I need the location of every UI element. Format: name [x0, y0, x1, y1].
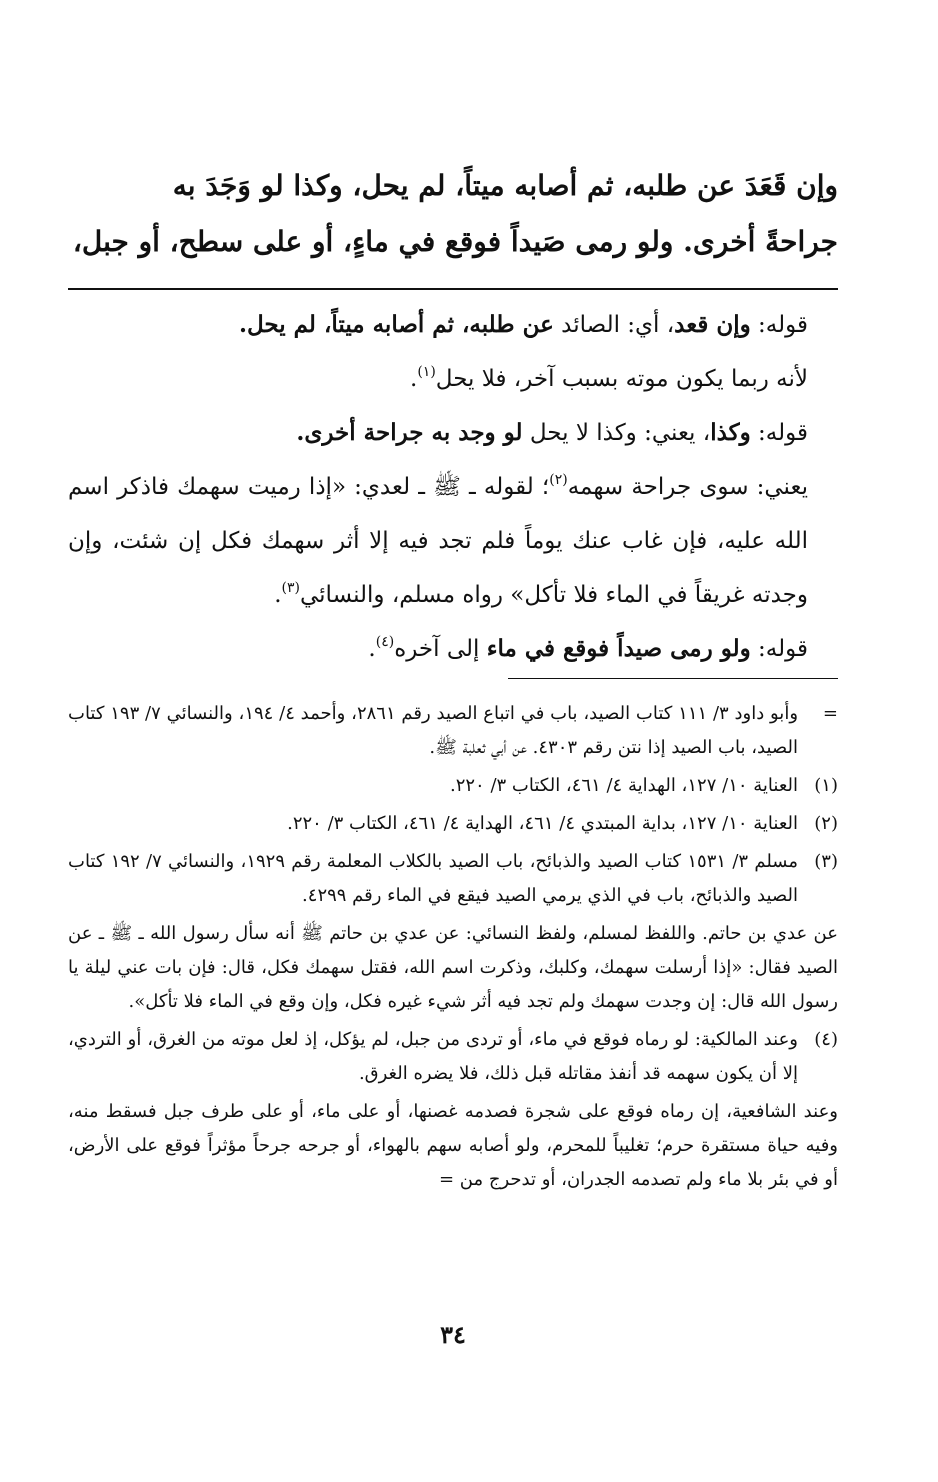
matn-text [68, 158, 838, 270]
footnote-3-continued [68, 917, 838, 1019]
commentary-text [68, 298, 838, 676]
commentary-paragraph: قوله: ولو رمى صيداً فوقع في ماء إلى آخره$^{(٤)}$. [368, 634, 808, 662]
footnote-1 [68, 769, 838, 803]
footnote-ref[interactable]: (٤) [375, 634, 395, 650]
footnote-text: عن عدي بن حاتم. واللفظ لمسلم، ولفظ النسائي: عن عدي بن حاتم ﷺ أنه سأل رسول الله ـ ﷺ ـ عن الصيد فقال: «إذا أرسلت سهمك، وكلبك، وذكرت اسم الله، فقتل سهمك فكل، قال: فإن بات عني ليلة يا رسول الله قال: إن وجدت سهمك ولم تجد فيه أثر شيء غيره فكل، وإن وقع في الماء فلا تأكل». [68, 923, 838, 1012]
footnote-3 [68, 845, 838, 913]
matn-line: جراحةً أخرى. ولو رمى صَيداً فوقع في ماءٍ، أو على سطح، أو جبل، [72, 225, 838, 258]
footnote-separator-rule [508, 678, 838, 679]
footnotes [68, 697, 838, 1201]
footnote-marker: (٣) [814, 851, 838, 872]
commentary-paragraph: قوله: وكذا، يعني: وكذا لا يحل لو وجد به جراحة أخرى. [296, 419, 808, 446]
footnote-text: وأبو داود ٣/ ١١١ كتاب الصيد، باب في اتباع الصيد رقم ٢٨٦١، وأحمد ٤/ ١٩٤، والنسائي ٧/ ١٩٣ كتاب الصيد، باب الصيد إذا نتن رقم ٤٣٠٣. عن أبي ثعلبة ﷺ. [68, 703, 799, 758]
footnote-text: العناية ١٠/ ١٢٧، الهداية ٤/ ٤٦١، الكتاب ٣/ ٢٢٠. [449, 775, 798, 796]
footnote-text: مسلم ٣/ ١٥٣١ كتاب الصيد والذبائح، باب الصيد بالكلاب المعلمة رقم ١٩٢٩، والنسائي ٧/ ١٩٢ كتاب الصيد والذبائح، باب في الذي يرمي الصيد فيقع في الماء رقم ٤٢٩٩. [68, 851, 798, 906]
footnote-marker: (١) [814, 775, 838, 796]
footnote-4-continued [68, 1095, 838, 1197]
footnote-continuation [68, 697, 838, 765]
matn-separator-rule [68, 288, 838, 290]
footnote-marker: = [822, 703, 838, 724]
footnote-2 [68, 807, 838, 841]
footnote-marker: (٢) [814, 813, 838, 834]
footnote-marker: (٤) [814, 1029, 838, 1050]
footnote-ref[interactable]: (٢) [549, 472, 568, 488]
footnote-ref[interactable]: (٣) [281, 580, 300, 596]
footnote-text: وعند المالكية: لو رماه فوقع في ماء، أو تردى من جبل، لم يؤكل، إذ لعل موته من الغرق، أو التردي، إلا أن يكون سهمه قد أنفذ مقاتله قبل ذلك، فلا يضره الغرق. [68, 1029, 798, 1084]
footnote-4 [68, 1023, 838, 1091]
commentary-paragraph: لأنه ربما يكون موته بسبب آخر، فلا يحل$^{(١)}$. [410, 364, 808, 392]
footnote-ref[interactable]: (١) [417, 364, 436, 380]
commentary-paragraph: يعني: سوى جراحة سهمه$^{(٢)}$؛ لقوله ـ ﷺ ـ لعدي: «إذا رميت سهمك فاذكر اسم الله عليه، فإن غاب عنك يوماً فلم تجد فيه إلا أثر سهمك فكل إن شئت، وإن وجدته غريقاً في الماء فلا تأكل» رواه مسلم، والنسائي$^{(٣)}$. [68, 472, 808, 608]
commentary-paragraph: قوله: وإن قعد، أي: الصائد عن طلبه، ثم أصابه ميتاً، لم يحل. [238, 311, 808, 338]
footnote-text: وعند الشافعية، إن رماه فوقع على شجرة فصدمه غصنها، أو على ماء، أو على طرف جبل فسقط منه، وفيه حياة مستقرة حرم؛ تغليباً للمحرم، ولو أصابه سهم بالهواء، أو جرحه جرحاً مؤثراً فوقع على الأرض، أو في بئر بلا ماء ولم تصدمه الجدران، أو تدحرج من = [68, 1101, 838, 1190]
page-number: ٣٤ [440, 1320, 466, 1349]
matn-line: وإن قَعَدَ عن طلبه، ثم أصابه ميتاً، لم يحل، وكذا لو وَجَدَ به [172, 169, 838, 202]
footnote-text: العناية ١٠/ ١٢٧، بداية المبتدي ٤/ ٤٦١، الهداية ٤/ ٤٦١، الكتاب ٣/ ٢٢٠. [287, 813, 798, 834]
book-page [68, 0, 838, 1482]
